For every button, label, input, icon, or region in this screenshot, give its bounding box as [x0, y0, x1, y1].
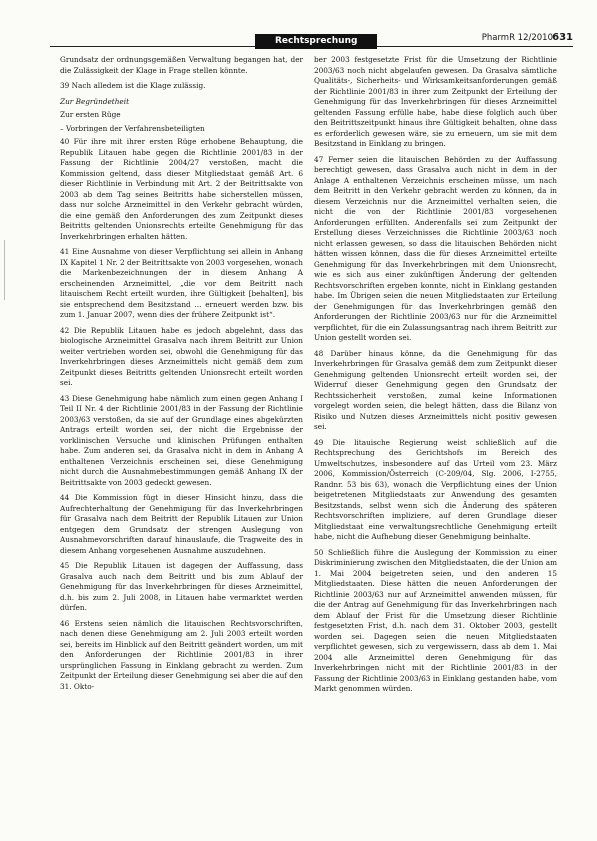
paragraph: 41 Eine Ausnahme von dieser Verpflichtung sei allein in Anhang IX Kapitel 1 Nr. 2 der Beitrittsakte von 2003 vorgesehen, wonach die Markenbezeichnungen der in diesem Anhang A erscheinenden Arzneimittel, „die vor dem Beitritt nach litauischem Recht erteilt wurden, ihre Gültigkeit [behalten], bis sie entsprechend dem Besitzstand … erneuert werden bzw. bis zum 1. Januar 2007, wenn dies der frühere Zeitpunkt ist“.: [60, 247, 303, 319]
paragraph: 40 Für ihre mit ihrer ersten Rüge erhobene Behauptung, die Republik Litauen habe gegen die Richtlinie 2001/83 in der Fassung der Richtlinie 2004/27 verstoßen, macht die Kommission geltend, dass dieser Mitgliedstaat gemäß Art. 6 dieser Richtlinie in Verbindung mit Art. 2 der Beitrittsakte von 2003 ab dem Tag seines Beitritts habe sicherstellen müssen, dass nur solche Arzneimittel in den Verkehr gebracht würden, die eine gemäß den Anforderungen des zum Zeitpunkt dieses Beitritts geltenden Unionsrechts erteilte Genehmigung für das Inverkehrbringen erhalten hätten.: [60, 137, 303, 241]
paragraph: 46 Erstens seien nämlich die litauischen Rechtsvorschriften, nach denen diese Genehmigung am 2. Juli 2003 erteilt worden sei, bereits im Hinblick auf den Beitritt geändert worden, um mit den Anforderungen der Richtlinie 2001/83 in ihrer ursprünglichen Fassung in Einklang gebracht zu werden. Zum Zeitpunkt der Erteilung dieser Genehmigung sei aber die auf den 31. Okto-: [60, 618, 303, 691]
paragraph: 48 Darüber hinaus könne, da die Genehmigung für das Inverkehrbringen für Grasalva gemäß dem zum Zeitpunkt dieser Genehmigung geltenden Unionsrecht erteilt worden sei, der Widerruf dieser Genehmigung gegen den Grundsatz der Rechtssicherheit verstoßen, zumal keine Informationen vorgelegt worden seien, die belegt hätten, dass die Bilanz von Risiko und Nutzen dieses Arzneimittels nicht positiv gewesen sei.: [314, 348, 557, 431]
section-label: Rechtsprechung: [255, 34, 377, 49]
right-column: [314, 55, 557, 700]
page-header: [50, 30, 573, 48]
paragraph: 49 Die litauische Regierung weist schließlich auf die Rechtsprechung des Gerichtshofs im Bereich des Umweltschutzes, insbesondere auf das Urteil vom 23. März 2006, Kommission/Österreich (C-209/04, Slg. 2006, I-2755, Randnr. 53 bis 63), wonach die Verpflichtung eines der Union beigetretenen Mitgliedstaats zur Anwendung des gesamten Besitzstands, selbst wenn sich die Änderung des späteren Rechtsvorschriften impliziere, auf deren Grundlage dieser Mitgliedstaat eine verwaltungsrechtliche Genehmigung erteilt habe, nicht die Aufhebung dieser Genehmigung beinhalte.: [314, 437, 557, 541]
paragraph: 42 Die Republik Litauen habe es jedoch abgelehnt, dass das biologische Arzneimittel Grasalva nach ihrem Beitritt zur Union weiter vertrieben worden sei, obwohl die Genehmigung für das Inverkehrbringen dieses Arzneimittels nicht gemäß dem zum Zeitpunkt dieses Beitritts geltenden Unionsrecht erteilt worden sei.: [60, 325, 303, 387]
journal-issue: PharmR 12/2010: [481, 33, 553, 43]
page-number: 631: [552, 32, 573, 43]
paragraph: 44 Die Kommission fügt in dieser Hinsicht hinzu, dass die Aufrechterhaltung der Genehmigung für das Inverkehrbringen für Grasalva nach dem Beitritt der Republik Litauen zur Union entgegen dem Grundsatz der strengen Auslegung von Ausnahmevorschriften darauf hinauslaufe, die Tragweite des in diesem Anhang vorgesehenen Ausnahme auszudehnen.: [60, 493, 303, 555]
paragraph: 47 Ferner seien die litauischen Behörden zu der Auffassung berechtigt gewesen, dass Grasalva auch nicht in dem in der Anlage A enthaltenen Verzeichnis erscheinen müsse, um nach dem Beitritt in den Verkehr gebracht werden zu können, da in diesem Verzeichnis nur die Arzneimittel verhalten seien, die nicht die von der Richtlinie 2001/83 vorgesehenen Anforderungen erfüllten. Anderenfalls sei zum Zeitpunkt der Erstellung dieses Verzeichnisses die Richtlinie 2003/63 noch nicht erlassen gewesen, so dass die litauischen Behörden nicht hätten wissen können, dass die für dieses Arzneimittel erteilte Genehmigung für das Inverkehrbringen mit dem Unionsrecht, wie es sich aus einer zukünftigen Änderung der geltenden Rechtsvorschriften ergeben konnte, nicht in Einklang gestanden habe. Im Übrigen seien die neuen Mitgliedstaaten zur Erteilung der Genehmigungen für das Inverkehrbringen gemäß den Anforderungen der Richtlinie 2003/63 nur für die Arzneimittel verpflichtet, für die ein Zulassungsantrag nach ihrem Beitritt zur Union gestellt worden sei.: [314, 154, 557, 342]
paragraph: Grundsatz der ordnungsgemäßen Verwaltung begangen hat, der die Zulässigkeit der Klage in Frage stellen könnte.: [60, 55, 303, 75]
subsection-heading: – Vorbringen der Verfahrensbeteiligten: [60, 123, 205, 133]
paragraph: 43 Diese Genehmigung habe nämlich zum einen gegen Anhang I Teil II Nr. 4 der Richtlinie 2001/83 in der Fassung der Richtlinie 2003/63 verstoßen, da sie auf der Grundlage eines abgekürzten Antrags erteilt worden sei, der nicht die Ergebnisse der vorklinischen Versuche und klinischen Prüfungen enthalten habe. Zum anderen sei, da Grasalva nicht in dem in Anhang A enthaltenen Verzeichnis erscheinen sei, diese Genehmigung nicht durch die Ausnahmebestimmungen gemäß Anhang IX der Beitrittsakte von 2003 gedeckt gewesen.: [60, 393, 303, 487]
section-heading: Zur Begründetheit: [60, 96, 130, 106]
paragraph: 39 Nach alledem ist die Klage zulässig.: [60, 81, 206, 90]
paragraph: 45 Die Republik Litauen ist dagegen der Auffassung, dass Grasalva auch nach dem Beitritt und bis zum Ablauf der Genehmigung für das Inverkehrbringen für dieses Arzneimittel, d.h. bis zum 2. Juli 2008, in Litauen habe vermarktet werden dürfen.: [60, 561, 303, 612]
paragraph: 50 Schließlich führe die Auslegung der Kommission zu einer Diskriminierung zwischen den Mitgliedstaaten, die der Union am 1. Mai 2004 beigetreten seien, und den anderen 15 Mitgliedstaaten. Diese hätten die neuen Anforderungen der Richtlinie 2003/63 nur auf Arzneimittel anwenden müssen, für die der Antrag auf Genehmigung für das Inverkehrbringen nach dem Ablauf der Frist für die Umsetzung dieser Richtlinie festgesetzten Frist, d.h. nach dem 31. Oktober 2003, gestellt worden sei. Dagegen seien die neuen Mitgliedstaaten verpflichtet gewesen, sich zu vergewissern, dass ab dem 1. Mai 2004 alle Arzneimittel deren Genehmigung für das Inverkehrbringen nicht mit der Richtlinie 2001/83 in der Fassung der Richtlinie 2003/63 in Einklang gestanden habe, vom Markt genommen würden.: [314, 547, 557, 693]
scan-margin-mark: [4, 240, 5, 300]
left-column: [60, 55, 303, 697]
subsection-heading: Zur ersten Rüge: [60, 110, 121, 119]
paragraph: ber 2003 festgesetzte Frist für die Umsetzung der Richtlinie 2003/63 noch nicht abgelaufen gewesen. Da Grasalva sämtliche Qualitäts-, Sicherheits- und Wirksamkeitsanforderungen gemäß der Richtlinie 2001/83 in ihrer zum Zeitpunkt der Erteilung der Genehmigung für das Inverkehrbringen für dieses Arzneimittel geltenden Fassung erfülle habe, habe diese folglich auch über den Beitrittszeitpunkt hinaus ihre Gültigkeit behalten, ohne dass es erforderlich gewesen wäre, sie zu erneuern, um sie mit dem Besitzstand in Einklang zu bringen.: [314, 55, 557, 148]
